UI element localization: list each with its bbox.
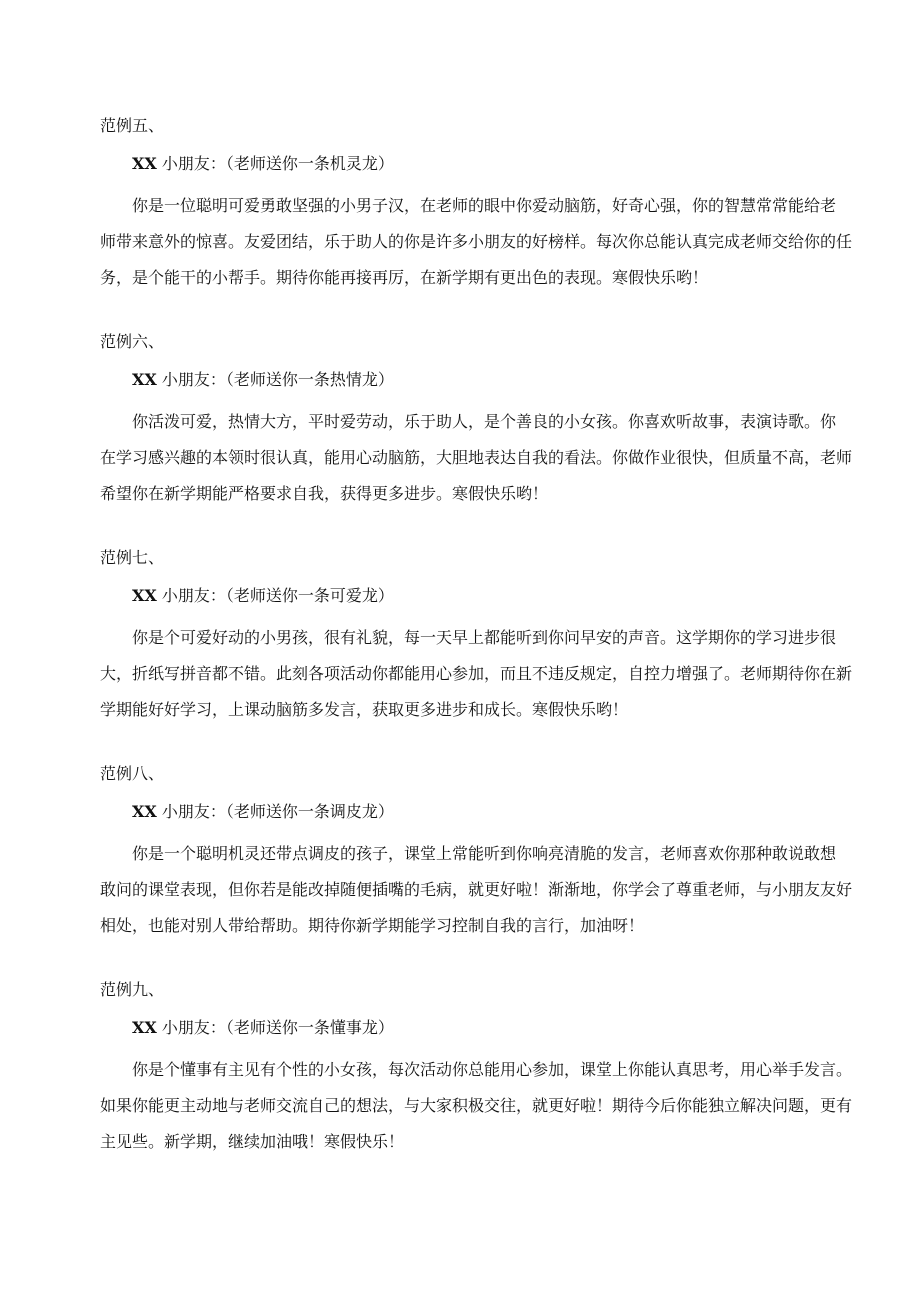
paragraph-line: 你是一个聪明机灵还带点调皮的孩子，课堂上常能听到你响亮清脆的发言，老师喜欢你那种敢说敢想 [132,844,837,863]
section-heading: 范例七、 [100,548,165,567]
addressee-greeting: 小朋友：（老师送你一条机灵龙） [161,154,394,173]
addressee-greeting: 小朋友：（老师送你一条调皮龙） [161,802,394,821]
addressee-name: XX [132,154,157,173]
paragraph-line: 你活泼可爱，热情大方，平时爱劳动，乐于助人，是个善良的小女孩。你喜欢听故事，表演诗歌。你 [132,412,837,431]
paragraph-line: 师带来意外的惊喜。友爱团结，乐于助人的你是许多小朋友的好榜样。每次你总能认真完成老师交给你的任 [100,232,853,251]
paragraph-line: 希望你在新学期能严格要求自我，获得更多进步。寒假快乐哟！ [100,484,549,503]
addressee-name: XX [132,802,157,821]
paragraph-line: 如果你能更主动地与老师交流自己的想法，与大家积极交往，就更好啦！期待今后你能独立解决问题，更有 [100,1096,853,1115]
section-heading: 范例六、 [100,332,165,351]
comment-paragraph [100,1052,853,1160]
paragraph-line: 相处，也能对别人带给帮助。期待你新学期能学习控制自我的言行，加油呀！ [100,916,645,935]
paragraph-line: 学期能好好学习，上课动脑筋多发言，获取更多进步和成长。寒假快乐哟！ [100,700,629,719]
paragraph-line: 你是一位聪明可爱勇敢坚强的小男子汉，在老师的眼中你爱动脑筋，好奇心强，你的智慧常常能给老 [132,196,837,215]
example-section-9 [100,980,853,1160]
section-heading: 范例五、 [100,116,165,135]
paragraph-line: 你是个懂事有主见有个性的小女孩，每次活动你总能用心参加，课堂上你能认真思考，用心举手发言。 [132,1060,853,1079]
comment-paragraph [100,404,853,512]
paragraph-line: 大，折纸写拼音都不错。此刻各项活动你都能用心参加，而且不违反规定，自控力增强了。老师期待你在新 [100,664,853,683]
comment-paragraph [100,836,853,944]
addressee-line [132,1018,836,1038]
paragraph-line: 你是个可爱好动的小男孩，很有礼貌，每一天早上都能听到你问早安的声音。这学期你的学习进步很 [132,628,837,647]
example-section-6 [100,332,853,512]
example-section-5 [100,116,853,296]
addressee-line [132,586,836,606]
addressee-name: XX [132,370,157,389]
paragraph-line: 敢问的课堂表现，但你若是能改掉随便插嘴的毛病，就更好啦！渐渐地，你学会了尊重老师，与小朋友友好 [100,880,853,899]
addressee-line [132,154,836,174]
paragraph-line: 务，是个能干的小帮手。期待你能再接再厉，在新学期有更出色的表现。寒假快乐哟！ [100,268,709,287]
addressee-name: XX [132,586,157,605]
paragraph-line: 在学习感兴趣的本领时很认真，能用心动脑筋，大胆地表达自我的看法。你做作业很快，但质量不高，老师 [100,448,853,467]
example-section-7 [100,548,853,728]
addressee-line [132,370,836,390]
addressee-greeting: 小朋友：（老师送你一条可爱龙） [161,586,394,605]
addressee-line [132,802,836,822]
example-section-8 [100,764,853,944]
section-heading: 范例八、 [100,764,165,783]
addressee-name: XX [132,1018,157,1037]
addressee-greeting: 小朋友：（老师送你一条热情龙） [161,370,394,389]
comment-paragraph [100,188,853,296]
section-heading: 范例九、 [100,980,165,999]
addressee-greeting: 小朋友：（老师送你一条懂事龙） [161,1018,394,1037]
comment-paragraph [100,620,853,728]
paragraph-line: 主见些。新学期，继续加油哦！寒假快乐！ [100,1132,405,1151]
